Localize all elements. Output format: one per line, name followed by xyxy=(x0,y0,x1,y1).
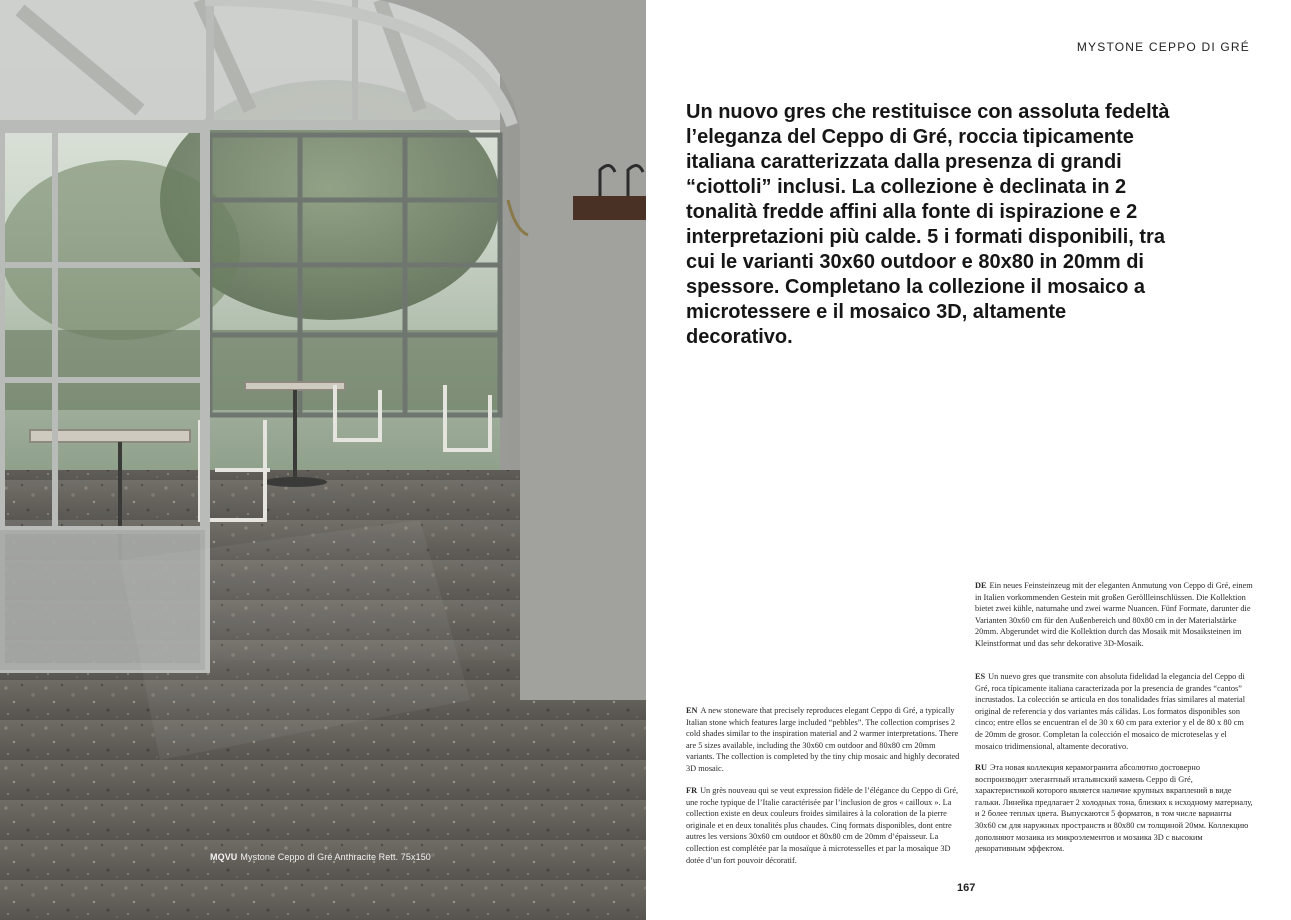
page-number: 167 xyxy=(957,882,976,894)
photo-caption xyxy=(210,852,431,862)
translation-es xyxy=(975,671,1253,752)
product-name: Mystone Ceppo di Gré Anthracite Rett. 75x150 xyxy=(240,852,431,862)
translation-fr xyxy=(686,785,960,866)
translation-text-es: Un nuevo gres que transmite con absoluta fidelidad la elegancia del Ceppo di Gré, roca típicamente italiana caracterizada por la presencia de grandes “cantos” incrustados. La colección se articula en dos tonalidades frías similares al material original de referencia y dos variantes más cálidas. Los formatos disponibles son cinco; entre ellos se encuentran el de 30 x 60 cm para exterior y el de 80 x 80 cm de 20mm de grosor. Completan la colección el mosaico de microteselas y el mosaico tridimensional, altamente decorativo. xyxy=(975,672,1246,751)
lead-paragraph: Un nuovo gres che restituisce con assoluta fedeltà l’eleganza del Ceppo di Gré, roccia tipicamente italiana caratterizzata dalla presenza di grandi “ciottoli” inclusi. La collezione è declinata in 2 tonalità fredde affini alla fonte di ispirazione e 2 interpretazioni più calde. 5 i formati disponibili, tra cui le varianti 30x60 outdoor e 80x80 in 20mm di spessore. Completano la collezione il mosaico a microtessere e il mosaico 3D, altamente decorativo. xyxy=(686,101,1170,348)
product-code: MQVU xyxy=(210,852,238,862)
lang-code-de: DE xyxy=(975,581,987,590)
translation-text-fr: Un grès nouveau qui se veut expression fidèle de l’élégance du Ceppo di Gré, une roche typique de l’Italie caractérisée par l’inclusion de gros « cailloux ». La collection existe en deux couleurs froides similaires à la coloration de la pierre originale et en deux tonalités plus chaudes. Cinq formats disponibles, dont entre autres les versions 30x60 cm outdoor et 80x80 cm de 20mm d’épaisseur. La collection est complétée par la mosaïque à microtesselles et par la mosaïque 3D dotée d’un fort pouvoir décoratif. xyxy=(686,786,959,865)
translation-text-ru: Эта новая коллекция керамогранита абсолютно достоверно воспроизводит элегантный итальянский камень Ceppo di Gré, характеристикой которого является наличие крупных вкраплений в виде гальки. Линейка предлагает 2 холодных тона, близких к исходному материалу, и 2 более теплых цвета. Выпускаются 5 форматов, в том числе варианты 30x60 см для наружных пространств и 80x80 см толщиной 20мм. Коллекцию дополняют мозаика из микроэлементов и мозаика 3D с высоким декоративным эффектом. xyxy=(975,763,1253,854)
lang-code-en: EN xyxy=(686,706,698,715)
translation-text-en: A new stoneware that precisely reproduces elegant Ceppo di Gré, a typically Italian stone which features large included “pebbles”. The collection comprises 2 cold shades similar to the inspiration material and 2 warmer interpretations. There are 5 sizes available, including the 30x60 cm outdoor and 80x80 cm 20mm variants. The collection is completed by the tiny chip mosaic and highly decorated 3D mosaic. xyxy=(686,706,960,773)
lang-code-ru: RU xyxy=(975,763,987,772)
translation-text-de: Ein neues Feinsteinzeug mit der eleganten Anmutung von Ceppo di Gré, einem in Italien vorkommenden Gestein mit großen Geröllleinschlüssen. Die Kollektion bietet zwei kühle, naturnahe und zwei warme Nuancen. Fünf Formate, darunter die Varianten 30x60 cm für den Außenbereich und 80x80 cm in der Materialstärke 20mm. Abgerundet wird die Kollektion durch das Mosaik mit Mosaiksteinen im Kleinstformat und das sehr dekorative 3D-Mosaik. xyxy=(975,581,1253,648)
collection-title: MYSTONE CEPPO DI GRÉ xyxy=(1076,40,1250,54)
translation-de xyxy=(975,580,1253,650)
translation-en xyxy=(686,705,960,775)
translation-ru xyxy=(975,762,1253,855)
lang-code-es: ES xyxy=(975,672,986,681)
lang-code-fr: FR xyxy=(686,786,698,795)
